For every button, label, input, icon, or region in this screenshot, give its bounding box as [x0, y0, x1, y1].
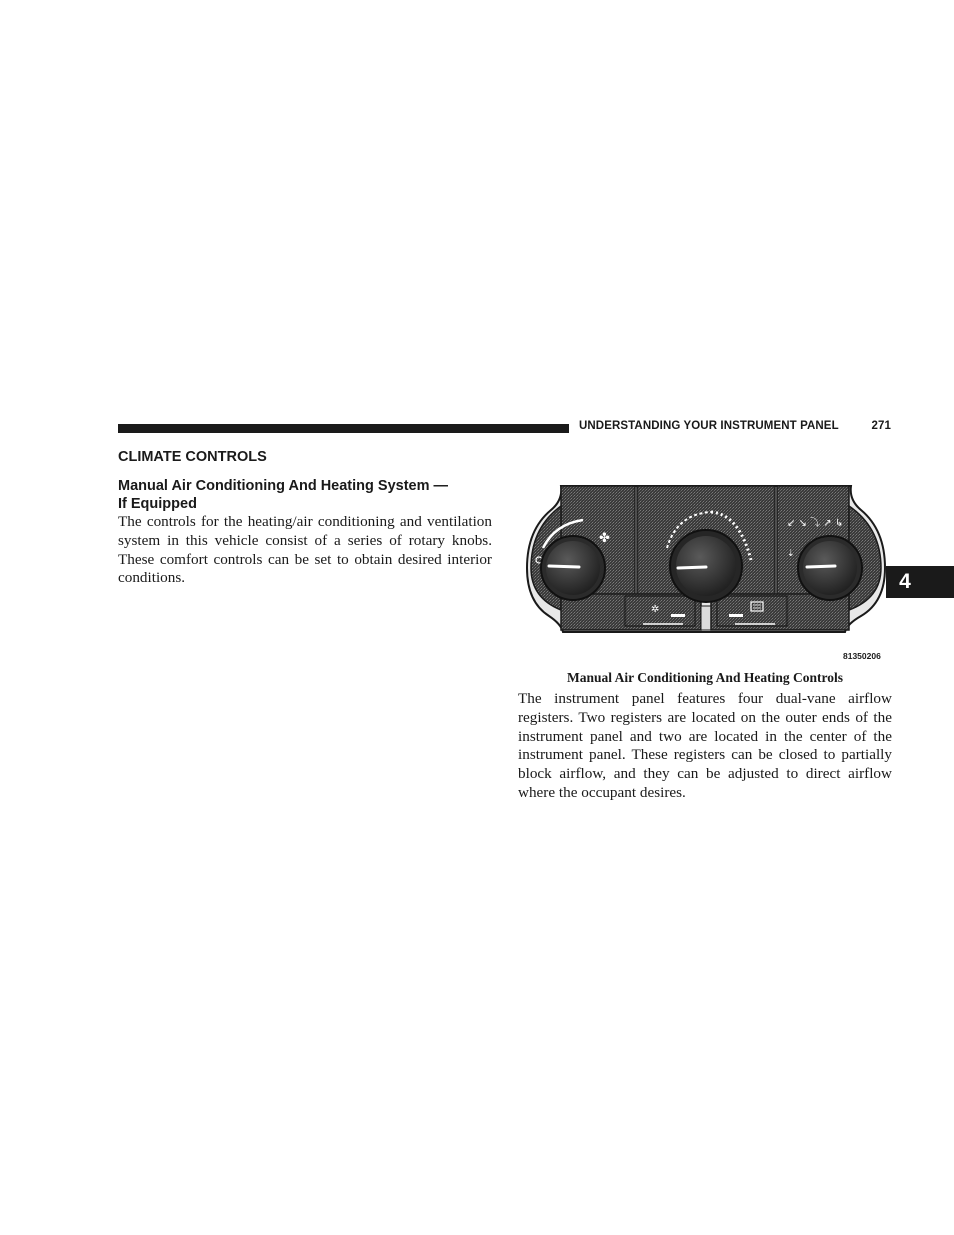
chapter-tab	[886, 566, 954, 598]
ac-button-icon: ✲	[651, 604, 660, 615]
fan-icon: ✤	[599, 531, 610, 546]
mode-knob-pointer	[807, 566, 835, 567]
ac-indicator-light	[671, 614, 685, 617]
page-number: 271	[871, 420, 891, 432]
subsection-title-line-2: If Equipped	[118, 496, 197, 512]
header-rule	[118, 424, 569, 433]
svg-text:⇣: ⇣	[787, 549, 795, 559]
subsection-title-line-1: Manual Air Conditioning And Heating System —	[118, 478, 449, 494]
running-head	[579, 420, 891, 436]
chapter-number: 4	[899, 570, 911, 593]
climate-control-illustration	[525, 484, 887, 634]
rear-defrost-indicator-light	[729, 614, 743, 617]
fan-knob-pointer	[549, 566, 579, 567]
running-title: UNDERSTANDING YOUR INSTRUMENT PANEL	[579, 420, 839, 432]
temperature-knob-pointer	[678, 567, 706, 568]
figure-id: 81350206	[843, 651, 881, 661]
intro-paragraph: The controls for the heating/air conditioning and ventilation system in this vehicle consist of a series of rotary knobs. These comfort controls can be set to obtain desired interior conditions.	[118, 513, 492, 587]
button-bay-center	[701, 606, 711, 630]
figure-caption: Manual Air Conditioning And Heating Controls	[567, 670, 843, 685]
registers-paragraph: The instrument panel features four dual-vane airflow registers. Two registers are located on the outer ends of the instrument panel and two are located in the center of the instrument panel. These registers can be closed to partially block airflow, and they can be adjusted to direct airflow where the occupant desires.	[518, 690, 892, 801]
recirc-button-face	[625, 596, 695, 626]
mode-icons: ↙ ↘ ⤵ ↗ ↳	[787, 518, 844, 529]
subsection-title	[118, 477, 498, 513]
section-title: CLIMATE CONTROLS	[118, 449, 267, 465]
